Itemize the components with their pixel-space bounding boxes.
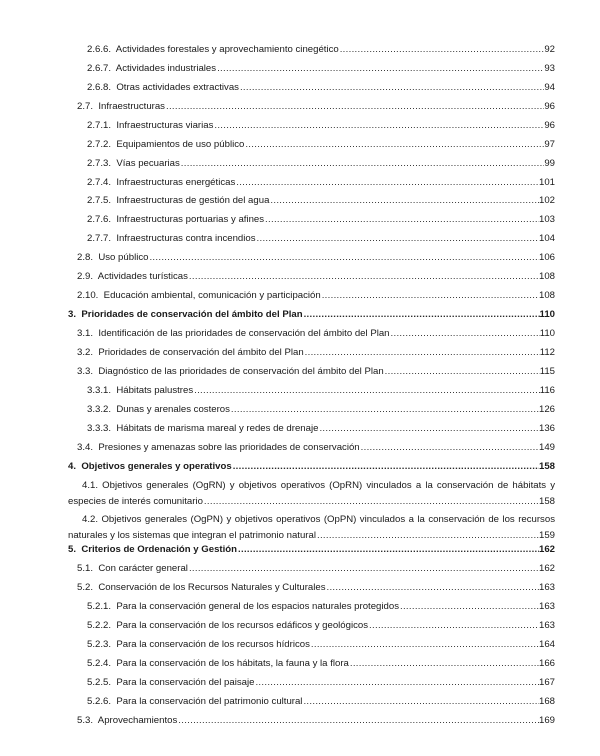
- toc-entry-label: 2.6.8. Otras actividades extractivas: [87, 82, 239, 93]
- dot-leader: [235, 177, 539, 189]
- dot-leader: [188, 271, 539, 283]
- dot-leader: [264, 214, 539, 226]
- toc-entry-page-number: 167: [538, 677, 555, 688]
- toc-entry-label: 2.7. Infraestructuras: [77, 101, 165, 112]
- toc-entry-page-number: 110: [539, 309, 555, 320]
- toc-entry-label: 3.2. Prioridades de conservación del ámbito del Plan: [77, 347, 304, 358]
- dot-leader: [318, 423, 539, 435]
- toc-entry-page-number: 169: [538, 715, 555, 726]
- toc-entry-label: 3. Prioridades de conservación del ámbito del Plan: [68, 309, 303, 320]
- toc-entry-page-number: 97: [544, 139, 555, 150]
- toc-entry-label: 2.6.6. Actividades forestales y aprovechamiento cinegético: [87, 44, 339, 55]
- toc-entry-page-number: 115: [539, 366, 555, 377]
- toc-entry-page-number: 159: [538, 530, 555, 541]
- toc-entry-label: 4.1. Objetivos generales (OgRN) y objetivos operativos (OpRN) vinculados a la conservación de hábitats y: [82, 480, 555, 491]
- dot-leader: [316, 530, 539, 542]
- dot-leader: [390, 328, 540, 340]
- toc-entry-page-number: 116: [539, 385, 555, 396]
- toc-entry-label: especies de interés comunitario: [68, 496, 203, 507]
- toc-entry-page-number: 103: [538, 214, 555, 225]
- dot-leader: [148, 252, 539, 264]
- toc-entry-label: 5.2. Conservación de los Recursos Naturales y Culturales: [77, 582, 326, 593]
- dot-leader: [339, 44, 545, 56]
- toc-entry-label: 5. Criterios de Ordenación y Gestión: [68, 544, 238, 555]
- toc-entry-page-number: 163: [538, 620, 555, 631]
- toc-entry-label: 2.8. Uso público: [77, 252, 149, 263]
- toc-entry-label: 2.7.1. Infraestructuras viarias: [87, 120, 214, 131]
- toc-entry-label: 4.2. Objetivos generales (OgPN) y objetivos operativos (OpPN) vinculados a la conservación de los recursos: [82, 514, 555, 525]
- toc-entry-page-number: 168: [538, 696, 555, 707]
- toc-entry-page-number: 158: [538, 461, 555, 472]
- dot-leader: [203, 496, 539, 508]
- toc-entry-label: 5.2.6. Para la conservación del patrimonio cultural: [87, 696, 303, 707]
- dot-leader: [399, 601, 539, 613]
- dot-leader: [304, 347, 540, 359]
- toc-entry-label: 5.2.3. Para la conservación de los recursos hídricos: [87, 639, 310, 650]
- toc-entry-page-number: 163: [538, 601, 555, 612]
- toc-entry-page-number: 104: [538, 233, 555, 244]
- toc-entry-label: 2.9. Actividades turísticas: [77, 271, 188, 282]
- dot-leader: [216, 63, 544, 75]
- toc-entry-page-number: 96: [544, 101, 555, 112]
- toc-entry-page-number: 93: [544, 63, 555, 74]
- toc-entry-label: 2.6.7. Actividades industriales: [87, 63, 217, 74]
- toc-entry-page-number: 108: [538, 271, 555, 282]
- dot-leader: [302, 696, 539, 708]
- toc-entry-page-number: 106: [538, 252, 555, 263]
- toc-entry-label: 4. Objetivos generales y operativos: [68, 461, 232, 472]
- toc-entry-label: 2.10. Educación ambiental, comunicación y participación: [77, 290, 321, 301]
- toc-entry-page-number: 163: [538, 582, 555, 593]
- dot-leader: [237, 544, 539, 556]
- dot-leader: [384, 366, 540, 378]
- toc-entry-page-number: 149: [538, 442, 555, 453]
- toc-entry-label: 2.7.2. Equipamientos de uso público: [87, 139, 245, 150]
- dot-leader: [303, 309, 540, 321]
- toc-entry-page-number: 110: [539, 328, 555, 339]
- toc-entry-label: 2.7.3. Vías pecuarias: [87, 158, 180, 169]
- dot-leader: [321, 290, 539, 302]
- toc-entry-page-number: 112: [539, 347, 555, 358]
- dot-leader: [213, 120, 544, 132]
- dot-leader: [310, 639, 539, 651]
- toc-entry-page-number: 96: [544, 120, 555, 131]
- toc-entry-label: 3.3.3. Hábitats de marisma mareal y redes de drenaje: [87, 423, 319, 434]
- toc-entry-page-number: 162: [538, 563, 555, 574]
- dot-leader: [165, 101, 544, 113]
- toc-entry-label: 3.4. Presiones y amenazas sobre las prioridades de conservación: [77, 442, 360, 453]
- dot-leader: [230, 404, 539, 416]
- toc-entry-label: 3.3. Diagnóstico de las prioridades de conservación del ámbito del Plan: [77, 366, 384, 377]
- toc-entry-label: 5.2.2. Para la conservación de los recursos edáficos y geológicos: [87, 620, 369, 631]
- toc-entry-label: 2.7.6. Infraestructuras portuarias y afines: [87, 214, 265, 225]
- toc-entry-label: 5.2.5. Para la conservación del paisaje: [87, 677, 255, 688]
- dot-leader: [368, 620, 539, 632]
- toc-entry-page-number: 162: [538, 544, 555, 555]
- toc-entry-page-number: 92: [544, 44, 555, 55]
- toc-entry-page-number: 99: [544, 158, 555, 169]
- dot-leader: [360, 442, 539, 454]
- toc-entry-label: 5.2.4. Para la conservación de los hábitats, la fauna y la flora: [87, 658, 349, 669]
- toc-entry-label: 3.3.1. Hábitats palustres: [87, 385, 194, 396]
- toc-entry-label: 2.7.7. Infraestructuras contra incendios: [87, 233, 256, 244]
- dot-leader: [239, 82, 544, 94]
- toc-entry-page-number: 136: [538, 423, 555, 434]
- toc-entry-page-number: 102: [538, 195, 555, 206]
- toc-entry-page-number: 126: [538, 404, 555, 415]
- toc-entry-label: naturales y los sistemas que integran el patrimonio natural: [68, 530, 316, 541]
- dot-leader: [326, 582, 539, 594]
- dot-leader: [180, 158, 545, 170]
- toc-entry-label: 2.7.5. Infraestructuras de gestión del agua: [87, 195, 270, 206]
- dot-leader: [269, 195, 539, 207]
- toc-entry-page-number: 108: [538, 290, 555, 301]
- toc-entry-page-number: 101: [538, 177, 555, 188]
- toc-entry-page-number: 158: [538, 496, 555, 507]
- toc-entry-label: 5.1. Con carácter general: [77, 563, 188, 574]
- toc-entry-label: 3.1. Identificación de las prioridades de conservación del ámbito del Plan: [77, 328, 390, 339]
- dot-leader: [188, 563, 539, 575]
- toc-entry-page-number: 164: [538, 639, 555, 650]
- dot-leader: [256, 233, 539, 245]
- toc-entry-label: 2.7.4. Infraestructuras energéticas: [87, 177, 236, 188]
- dot-leader: [244, 139, 544, 151]
- dot-leader: [177, 715, 539, 727]
- toc-entry-label: 3.3.2. Dunas y arenales costeros: [87, 404, 230, 415]
- dot-leader: [232, 461, 539, 473]
- toc-entry-page-number: 94: [544, 82, 555, 93]
- dot-leader: [349, 658, 539, 670]
- toc-entry-page-number: 166: [538, 658, 555, 669]
- dot-leader: [193, 385, 540, 397]
- dot-leader: [254, 677, 539, 689]
- toc-entry-label: 5.2.1. Para la conservación general de los espacios naturales protegidos: [87, 601, 399, 612]
- toc-entry-label: 5.3. Aprovechamientos: [77, 715, 178, 726]
